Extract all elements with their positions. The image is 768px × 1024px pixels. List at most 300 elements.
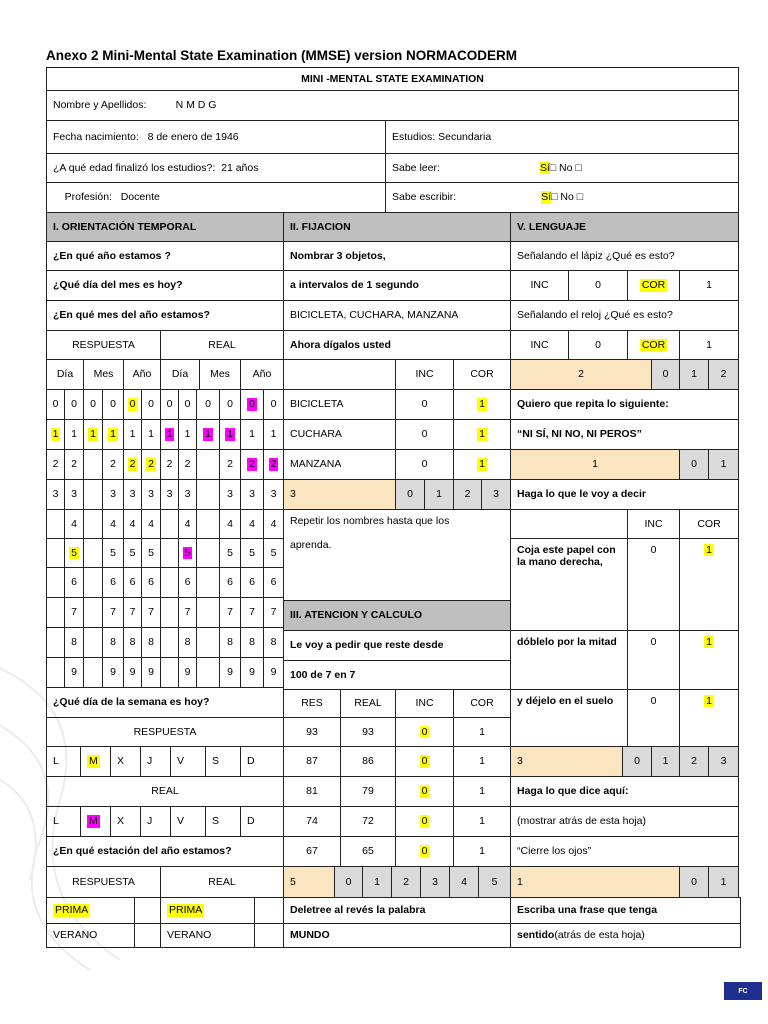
- date-digit-cell: [64, 479, 84, 510]
- date-digit-cell: [219, 597, 241, 628]
- date-digit-cell: [178, 449, 197, 480]
- q-year: ¿En qué año estamos ?: [46, 241, 284, 271]
- date-digit: 6: [184, 576, 191, 589]
- date-digit-cell: [83, 419, 103, 450]
- date-digit: 1: [184, 428, 191, 441]
- date-digit: 1: [270, 428, 277, 441]
- lenguaje-heading: V. LENGUAJE: [510, 212, 739, 242]
- date-digit-cell: [64, 597, 84, 628]
- fij-cor-header: COR: [453, 359, 511, 390]
- date-digit-cell: [196, 538, 220, 568]
- aten-res: 87: [283, 746, 341, 777]
- fij-object-cor: [453, 419, 511, 450]
- aten-inc-mark: 0: [421, 785, 428, 798]
- date-digit-cell: [102, 538, 124, 568]
- date-digit-cell: [64, 567, 84, 598]
- weekday-answer: D: [247, 755, 255, 768]
- date-digit-cell: [102, 509, 124, 539]
- command-3-inc: 0: [627, 689, 680, 747]
- aten-real: 93: [340, 717, 396, 747]
- weekday-real-cell: [240, 806, 284, 837]
- read-cell: [385, 153, 739, 183]
- date-digit: 1: [249, 428, 255, 441]
- date-digit-cell: [141, 389, 161, 420]
- date-digit-cell: [123, 597, 142, 628]
- fij-scale-cell: 2: [453, 479, 482, 510]
- date-digit: 0: [205, 398, 211, 411]
- date-digit-cell: [219, 389, 241, 420]
- date-digit-cell: [219, 538, 241, 568]
- aten-scale-cell: 4: [449, 866, 479, 898]
- date-digit-cell: [240, 509, 264, 539]
- date-digit: 2: [71, 458, 77, 471]
- weekday-answer-cell: [46, 746, 81, 777]
- pencil-cor-label: [627, 270, 680, 301]
- aten-scale-cell: 2: [391, 866, 421, 898]
- read-si: Sí: [539, 161, 550, 174]
- fij-object-cor: [453, 389, 511, 420]
- date-col-header: Mes: [83, 359, 124, 390]
- date-digit-cell: [123, 449, 142, 480]
- weekday-answer: J: [147, 755, 153, 768]
- weekday-answer-cell: [140, 746, 171, 777]
- date-digit-cell: [141, 449, 161, 480]
- date-digit-cell: [160, 627, 179, 658]
- aten-inc: [395, 836, 454, 867]
- date-digit-cell: [240, 479, 264, 510]
- date-digit-cell: [178, 479, 197, 510]
- date-digit-cell: [263, 538, 284, 568]
- date-digit: 6: [129, 576, 136, 589]
- date-col-header: Día: [160, 359, 200, 390]
- weekday-respuesta: RESPUESTA: [46, 717, 284, 747]
- read-scale-cell: 1: [708, 866, 739, 898]
- date-digit: 4: [129, 517, 136, 530]
- date-digit: 3: [184, 488, 191, 501]
- read-no: □ No □: [549, 161, 582, 174]
- date-digit: 0: [71, 398, 77, 411]
- real-header: REAL: [160, 330, 284, 360]
- write-label: Sabe escribir:: [392, 191, 457, 204]
- date-digit: 6: [227, 576, 233, 589]
- date-digit-cell: [263, 627, 284, 658]
- date-digit: 1: [71, 428, 77, 441]
- season-real-mark: PRIMA: [169, 904, 203, 917]
- date-digit: 5: [227, 546, 233, 559]
- fij-scale-cell: 3: [481, 479, 511, 510]
- pencil-cor-value: 1: [679, 270, 739, 301]
- date-digit: 9: [270, 666, 277, 679]
- aten-real: 65: [340, 836, 396, 867]
- date-digit-cell: [219, 479, 241, 510]
- date-digit: 9: [227, 666, 233, 679]
- date-digit: 7: [184, 606, 191, 619]
- date-digit-cell: [46, 449, 65, 480]
- date-digit: 8: [71, 636, 77, 649]
- pencil-inc-value: 0: [568, 270, 628, 301]
- date-digit-cell: [240, 419, 264, 450]
- command-scale-cell: 2: [679, 746, 709, 777]
- command-2-inc: 0: [627, 630, 680, 690]
- weekday-real-cell: [140, 806, 171, 837]
- fij-object-name: MANZANA: [283, 449, 396, 480]
- date-digit-cell: [46, 597, 65, 628]
- weekday-real-cell: [110, 806, 141, 837]
- command-2: dóblelo por la mitad: [510, 630, 628, 690]
- date-digit-cell: [196, 449, 220, 480]
- fij-repeat-1: Repetir los nombres hasta que los: [290, 515, 450, 527]
- date-digit: 7: [110, 606, 116, 619]
- command-3: y déjelo en el suelo: [510, 689, 628, 747]
- date-digit-cell: [102, 449, 124, 480]
- date-digit-cell: [83, 597, 103, 628]
- atencion-heading: III. ATENCION Y CALCULO: [283, 600, 511, 631]
- date-digit-cell: [123, 419, 142, 450]
- date-digit: 4: [249, 517, 255, 530]
- season-real-header: REAL: [160, 866, 284, 898]
- date-digit: 0: [148, 398, 154, 411]
- date-digit-cell: [102, 479, 124, 510]
- date-digit-cell: [178, 657, 197, 688]
- date-digit-cell: [178, 627, 197, 658]
- aten-res: 93: [283, 717, 341, 747]
- weekday-real-cell: [170, 806, 206, 837]
- date-digit-cell: [263, 657, 284, 688]
- fij-object-cor-mark: 1: [479, 458, 485, 471]
- date-digit-cell: [83, 479, 103, 510]
- date-digit: 2: [129, 458, 136, 471]
- date-digit-cell: [64, 419, 84, 450]
- date-digit-cell: [240, 597, 264, 628]
- date-digit-cell: [141, 657, 161, 688]
- aten-col-header: RES: [283, 689, 341, 718]
- date-digit-cell: [64, 389, 84, 420]
- weekday-real-value: J: [147, 815, 153, 828]
- date-digit-cell: [123, 479, 142, 510]
- command-2-cor: [679, 630, 739, 690]
- weekday-answer: L: [53, 755, 59, 768]
- write-question-1: Escriba una frase que tenga: [510, 897, 741, 924]
- name-value: N M D G: [175, 99, 217, 112]
- date-digit: 2: [184, 458, 191, 471]
- date-digit: 8: [129, 636, 136, 649]
- aten-col-header: COR: [453, 689, 511, 718]
- date-digit-cell: [196, 627, 220, 658]
- date-digit-cell: [160, 538, 179, 568]
- date-digit: 8: [148, 636, 154, 649]
- write-no: □ No □: [551, 191, 584, 204]
- date-digit-cell: [102, 567, 124, 598]
- season-respuesta-mark: PRIMA: [55, 904, 89, 917]
- date-digit: 2: [166, 458, 173, 471]
- weekday-real-value: L: [53, 815, 59, 828]
- weekday-real: REAL: [46, 776, 284, 807]
- date-digit: 1: [148, 428, 154, 441]
- date-digit-cell: [160, 479, 179, 510]
- date-digit: 8: [249, 636, 255, 649]
- date-digit-cell: [102, 389, 124, 420]
- date-digit-cell: [141, 509, 161, 539]
- q-month: ¿En qué mes del año estamos?: [46, 300, 284, 331]
- date-digit: 5: [110, 546, 116, 559]
- date-digit: 3: [71, 488, 77, 501]
- date-digit-cell: [83, 449, 103, 480]
- aten-inc: [395, 806, 454, 837]
- fij-inc-header: INC: [395, 359, 454, 390]
- command-1-cor: [679, 538, 739, 631]
- season-empty: [254, 923, 284, 948]
- date-digit: 3: [166, 488, 173, 501]
- date-digit: 3: [270, 488, 277, 501]
- date-digit: 1: [129, 428, 136, 441]
- date-digit: 5: [148, 546, 154, 559]
- date-digit-cell: [263, 389, 284, 420]
- fc-badge: FC: [724, 982, 762, 1000]
- date-digit: 2: [249, 458, 255, 471]
- read-scale-cell: 0: [679, 866, 709, 898]
- date-digit-cell: [219, 419, 241, 450]
- fij-objects: BICICLETA, CUCHARA, MANZANA: [283, 300, 511, 331]
- fij-line2: a intervalos de 1 segundo: [283, 270, 511, 301]
- date-digit: 0: [166, 398, 173, 411]
- read-score: 1: [510, 866, 680, 898]
- fij-object-inc: 0: [395, 389, 454, 420]
- q-season: ¿En qué estación del año estamos?: [46, 836, 284, 867]
- date-digit-cell: [196, 509, 220, 539]
- date-digit-cell: [240, 627, 264, 658]
- date-digit-cell: [196, 419, 220, 450]
- fij-repeat-2: aprenda.: [290, 539, 332, 552]
- date-digit: 3: [110, 488, 116, 501]
- date-digit-cell: [178, 509, 197, 539]
- date-digit: 1: [166, 428, 173, 441]
- weekday-real-value: S: [212, 815, 220, 828]
- command-cor-header: COR: [679, 509, 739, 539]
- date-digit-cell: [240, 449, 264, 480]
- date-digit-cell: [102, 657, 124, 688]
- read-note: (mostrar atrás de esta hoja): [510, 806, 739, 837]
- date-digit-cell: [219, 657, 241, 688]
- weekday-answer-cell: [240, 746, 284, 777]
- date-digit-cell: [64, 538, 84, 568]
- date-digit-cell: [83, 657, 103, 688]
- aten-real: 72: [340, 806, 396, 837]
- command-3-cor-mark: 1: [706, 695, 712, 707]
- date-digit-cell: [219, 449, 241, 480]
- weekday-real-value: M: [89, 815, 98, 828]
- date-digit: 9: [110, 666, 116, 679]
- command-score: 3: [510, 746, 623, 777]
- date-digit-cell: [123, 657, 142, 688]
- date-digit: 0: [270, 398, 277, 411]
- date-digit-cell: [196, 567, 220, 598]
- date-digit: 9: [184, 666, 191, 679]
- aten-scale-cell: 1: [362, 866, 392, 898]
- command-1-inc: 0: [627, 538, 680, 631]
- date-digit-cell: [141, 538, 161, 568]
- name-label: Nombre y Apellidos:: [53, 99, 147, 112]
- season-respuesta-header: RESPUESTA: [46, 866, 161, 898]
- date-digit: 0: [90, 398, 96, 411]
- repeat-phrase: “NI SÍ, NI NO, NI PEROS”: [510, 419, 739, 450]
- watch-cor-label-mark: COR: [641, 338, 666, 351]
- spell-word: MUNDO: [283, 923, 511, 948]
- date-digit-cell: [83, 389, 103, 420]
- aten-inc: [395, 746, 454, 777]
- aten-inc-mark: 0: [421, 815, 428, 828]
- pencil-cor-label-mark: COR: [641, 279, 666, 292]
- profession-cell: [46, 182, 386, 213]
- season-empty: [254, 897, 284, 924]
- date-digit: 2: [270, 458, 277, 471]
- command-2-cor-mark: 1: [706, 636, 712, 648]
- date-digit: 1: [110, 428, 116, 441]
- fij-scale-cell: 0: [395, 479, 425, 510]
- fij-object-name: BICICLETA: [283, 389, 396, 420]
- date-digit: 3: [52, 488, 59, 501]
- date-col-header: Día: [46, 359, 84, 390]
- weekday-real-value: D: [247, 815, 255, 828]
- fij-object-inc: 0: [395, 449, 454, 480]
- aten-cor: 1: [453, 806, 511, 837]
- write-question-2: [510, 923, 741, 948]
- q-day: ¿Qué día del mes es hoy?: [46, 270, 284, 301]
- repeat-question: Quiero que repita lo siguiente:: [510, 389, 739, 420]
- date-digit-cell: [160, 389, 179, 420]
- aten-inc-mark: 0: [421, 725, 428, 738]
- date-digit: 8: [270, 636, 277, 649]
- date-digit: 4: [184, 517, 191, 530]
- fijacion-heading: II. FIJACION: [283, 212, 511, 242]
- date-digit: 4: [227, 517, 233, 530]
- date-digit: 5: [270, 546, 277, 559]
- aten-scale-cell: 3: [420, 866, 450, 898]
- naming-scale-cell: 1: [679, 359, 709, 390]
- weekday-real-value: X: [117, 815, 125, 828]
- orientation-heading: I. ORIENTACIÓN TEMPORAL: [46, 212, 284, 242]
- aten-inc-mark: 0: [421, 755, 428, 768]
- date-digit: 5: [129, 546, 136, 559]
- aten-cor: 1: [453, 717, 511, 747]
- date-digit: 8: [184, 636, 191, 649]
- aten-res: 74: [283, 806, 341, 837]
- studies-cell: Estudios: Secundaria: [385, 120, 739, 154]
- aten-cor: 1: [453, 746, 511, 777]
- date-digit: 0: [184, 398, 191, 411]
- date-digit-cell: [46, 627, 65, 658]
- date-digit: 3: [249, 488, 255, 501]
- date-digit: 0: [227, 398, 233, 411]
- fij-object-cor-mark: 1: [479, 428, 485, 441]
- document-title: Anexo 2 Mini-Mental State Examination (MMSE) version NORMACODERM: [46, 48, 518, 63]
- date-digit-cell: [64, 449, 84, 480]
- date-col-header: Año: [240, 359, 284, 390]
- date-digit-cell: [263, 449, 284, 480]
- command-scale-cell: 3: [708, 746, 739, 777]
- aten-res: 81: [283, 776, 341, 807]
- date-digit-cell: [141, 627, 161, 658]
- date-digit-cell: [196, 389, 220, 420]
- aten-real: 79: [340, 776, 396, 807]
- date-col-header: Mes: [199, 359, 241, 390]
- date-digit: 7: [129, 606, 136, 619]
- date-digit-cell: [46, 657, 65, 688]
- date-digit: 9: [129, 666, 136, 679]
- date-digit: 1: [227, 428, 233, 441]
- weekday-answer: V: [177, 755, 185, 768]
- date-digit-cell: [46, 509, 65, 539]
- date-digit-cell: [123, 627, 142, 658]
- aten-col-header: INC: [395, 689, 454, 718]
- date-digit: 6: [71, 576, 77, 589]
- command-scale-cell: 1: [651, 746, 680, 777]
- spell-label: Deletree al revés la palabra: [283, 897, 511, 924]
- date-digit-cell: [46, 567, 65, 598]
- date-digit: 6: [249, 576, 255, 589]
- date-digit: 2: [110, 458, 116, 471]
- date-digit: 5: [184, 546, 191, 559]
- fij-repeat: [283, 509, 511, 601]
- date-digit: 0: [129, 398, 136, 411]
- fij-blank: [283, 359, 396, 390]
- date-digit-cell: [141, 597, 161, 628]
- weekday-answer: M: [89, 755, 98, 768]
- date-digit: 9: [249, 666, 255, 679]
- aten-real: 86: [340, 746, 396, 777]
- aten-scale-cell: 5: [478, 866, 511, 898]
- command-question: Haga lo que le voy a decir: [510, 479, 739, 510]
- date-digit: 5: [249, 546, 255, 559]
- season-real: [160, 897, 255, 924]
- aten-line2: 100 de 7 en 7: [283, 660, 511, 690]
- date-digit: 2: [148, 458, 154, 471]
- date-digit-cell: [240, 538, 264, 568]
- season-empty: [134, 923, 161, 948]
- date-digit-cell: [123, 567, 142, 598]
- date-digit-cell: [178, 567, 197, 598]
- date-digit-cell: [240, 657, 264, 688]
- date-digit-cell: [64, 627, 84, 658]
- write-q2-bold: sentido: [517, 929, 555, 942]
- date-digit: 6: [270, 576, 277, 589]
- read-label: Sabe leer:: [392, 161, 440, 174]
- date-digit-cell: [160, 597, 179, 628]
- weekday-real-cell: [46, 806, 81, 837]
- date-digit-cell: [83, 567, 103, 598]
- watch-inc-label: INC: [510, 330, 569, 360]
- date-digit: 1: [52, 428, 59, 441]
- date-digit: 9: [148, 666, 154, 679]
- date-digit-cell: [123, 389, 142, 420]
- date-digit: 5: [71, 546, 77, 559]
- date-digit: 8: [227, 636, 233, 649]
- date-digit: 2: [52, 458, 59, 471]
- q-pencil: Señalando el lápiz ¿Qué es esto?: [510, 241, 739, 271]
- fij-prompt: Ahora dígalos usted: [283, 330, 511, 360]
- fij-object-name: CUCHARA: [283, 419, 396, 450]
- date-digit-cell: [219, 627, 241, 658]
- write-si: Sí: [541, 191, 552, 204]
- write-q2-rest: (atrás de esta hoja): [554, 929, 645, 942]
- date-digit-cell: [263, 479, 284, 510]
- age-finished-label: ¿A qué edad finalizó los estudios?:: [53, 161, 216, 174]
- date-digit: 0: [52, 398, 59, 411]
- date-digit-cell: [102, 627, 124, 658]
- season-respuesta: [46, 897, 135, 924]
- prof-value: Docente: [120, 191, 160, 204]
- repeat-scale-cell: 1: [708, 449, 739, 480]
- date-digit-cell: [160, 567, 179, 598]
